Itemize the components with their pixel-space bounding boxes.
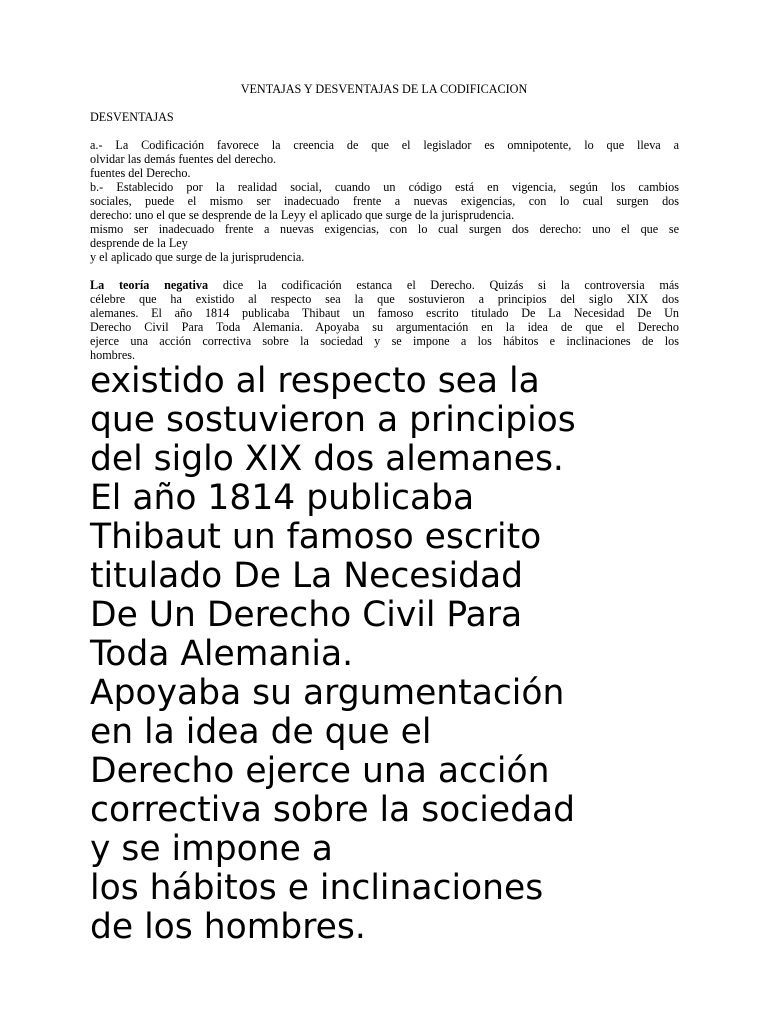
large-text-line: en la idea de que el — [90, 712, 432, 752]
first-line-text: dice la codificación estanca el Derecho. Quizás si la controversia más — [208, 278, 679, 292]
bold-term: La teoría negativa — [90, 278, 209, 292]
paragraph-negativa — [90, 278, 679, 362]
large-text-line: los hábitos e inclinaciones — [90, 868, 544, 908]
paragraph-negativa-line: célebre que ha existido al respecto sea la que sostuvieron a principios del siglo XIX dos — [90, 292, 679, 306]
large-text-line: Derecho ejerce una acción — [90, 751, 550, 791]
large-text-line: Thibaut un famoso escrito — [90, 517, 542, 557]
paragraph-b-line: desprende de la Ley — [90, 236, 188, 250]
large-text-line: Apoyaba su argumentación — [90, 673, 565, 713]
large-text-block — [90, 362, 690, 947]
paragraph-b-line: y el aplicado que surge de la jurisprudencia. — [90, 250, 305, 264]
paragraph-b-line: derecho: uno el que se desprende de la Leyy el aplicado que surge de la jurisprudencia. — [90, 208, 515, 222]
paragraph-negativa-line: Derecho Civil Para Toda Alemania. Apoyaba su argumentación en la idea de que el Derecho — [90, 320, 679, 334]
paragraph-a-line: a.- La Codificación favorece la creencia de que el legislador es omnipotente, lo que lleva a — [90, 138, 679, 152]
paragraph-b-line: b.- Establecido por la realidad social, cuando un código está en vigencia, según los cambios — [90, 180, 679, 194]
large-text-line: y se impone a — [90, 829, 333, 869]
large-text-line: de los hombres. — [90, 907, 366, 947]
large-text-line: existido al respecto sea la — [90, 361, 540, 401]
large-text-line: correctiva sobre la sociedad — [90, 790, 576, 830]
large-text-line: De Un Derecho Civil Para — [90, 595, 523, 635]
paragraph-b-line: sociales, puede el mismo ser inadecuado frente a nuevas exigencias, con lo cual surgen dos — [90, 194, 679, 208]
large-text-line: que sostuvieron a principios — [90, 400, 576, 440]
large-text-line: Toda Alemania. — [90, 634, 354, 674]
paragraph-negativa-line: hombres. — [90, 348, 136, 362]
paragraph-negativa-line: ejerce una acción correctiva sobre la sociedad y se impone a los hábitos e inclinaciones de los — [90, 334, 679, 348]
large-text-line: del siglo XIX dos alemanes. — [90, 439, 564, 479]
large-text-line: El año 1814 publicaba — [90, 478, 475, 518]
paragraph-b — [90, 180, 679, 264]
large-text-line: titulado De La Necesidad — [90, 556, 524, 596]
paragraph-b-line: mismo ser inadecuado frente a nuevas exigencias, con lo cual surgen dos derecho: uno el que se — [90, 222, 679, 236]
section-heading: DESVENTAJAS — [90, 110, 174, 124]
paragraph-a-line: olvidar las demás fuentes del derecho. — [90, 152, 277, 166]
page-title: VENTAJAS Y DESVENTAJAS DE LA CODIFICACION — [240, 82, 528, 96]
paragraph-a-line: fuentes del Derecho. — [90, 166, 191, 180]
paragraph-negativa-line: alemanes. El año 1814 publicaba Thibaut un famoso escrito titulado De La Necesidad De Un — [90, 306, 679, 320]
paragraph-a — [90, 138, 679, 180]
paragraph-negativa-line — [90, 278, 679, 292]
